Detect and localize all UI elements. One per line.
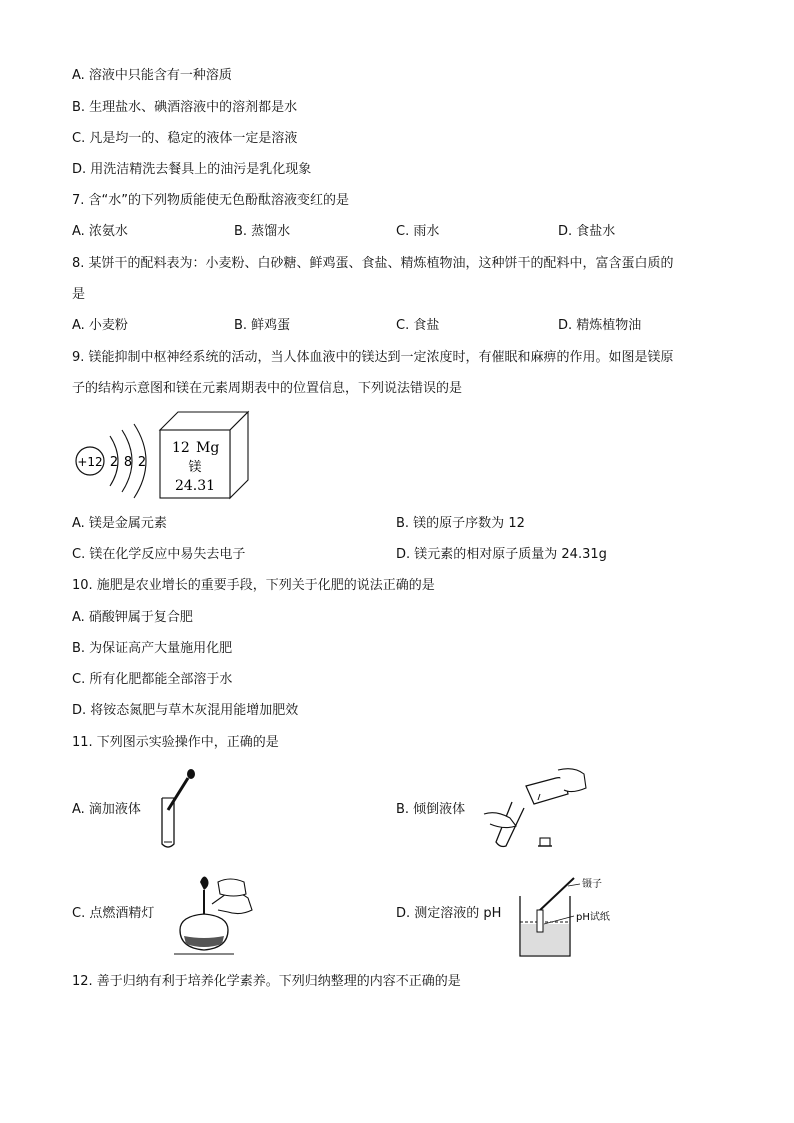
q11-option-b: B. 倾倒液体 bbox=[396, 802, 466, 817]
q7-option-d: D. 食盐水 bbox=[558, 224, 616, 239]
second-lamp bbox=[218, 879, 246, 896]
q8-option-c: C. 食盐 bbox=[396, 318, 440, 333]
tweezers-leader bbox=[568, 884, 580, 886]
q11-stem: 11. 下列图示实验操作中，正确的是 bbox=[72, 735, 279, 750]
q9-option-d: D. 镁元素的相对原子质量为 24.31g bbox=[396, 547, 607, 562]
q6-option-c: C. 凡是均一的、稳定的液体一定是溶液 bbox=[72, 131, 298, 146]
q10-option-d: D. 将铵态氮肥与草木灰混用能增加肥效 bbox=[72, 703, 299, 718]
q7-stem: 7. 含“水”的下列物质能使无色酚酞溶液变红的是 bbox=[72, 193, 350, 208]
q10-stem: 10. 施肥是农业增长的重要手段，下列关于化肥的说法正确的是 bbox=[72, 578, 435, 593]
q10-option-b: B. 为保证高产大量施用化肥 bbox=[72, 641, 233, 656]
q7-option-a: A. 浓氨水 bbox=[72, 224, 128, 239]
q9-stem-line1: 9. 镁能抑制中枢神经系统的活动，当人体血液中的镁达到一定浓度时，有催眠和麻痹的作用。如图是镁原 bbox=[72, 350, 674, 365]
element-symbol: Mg bbox=[196, 440, 220, 456]
ph-paper-label: pH试纸 bbox=[576, 912, 610, 923]
ph-paper bbox=[537, 910, 543, 932]
bottle-stopper bbox=[540, 838, 550, 846]
tweezers-label: 镊子 bbox=[582, 879, 602, 890]
q7-option-b: B. 蒸馏水 bbox=[234, 224, 291, 239]
element-name: 镁 bbox=[188, 460, 202, 475]
dropper-bulb bbox=[187, 769, 195, 779]
q8-option-d: D. 精炼植物油 bbox=[558, 318, 642, 333]
q10-option-c: C. 所有化肥都能全部溶于水 bbox=[72, 672, 233, 687]
dropper-over-test-tube-figure bbox=[152, 766, 202, 854]
tweezers bbox=[538, 878, 574, 912]
q9-stem-line2: 子的结构示意图和镁在元素周期表中的位置信息，下列说法错误的是 bbox=[72, 381, 463, 396]
solution bbox=[521, 924, 569, 955]
q6-option-d: D. 用洗洁精洗去餐具上的油污是乳化现象 bbox=[72, 162, 312, 177]
q6-option-a: A. 溶液中只能含有一种溶质 bbox=[72, 68, 232, 83]
q11-option-c: C. 点燃酒精灯 bbox=[72, 906, 155, 921]
q7-option-c: C. 雨水 bbox=[396, 224, 440, 239]
magnesium-atom-diagram bbox=[70, 418, 162, 504]
dropper-body bbox=[168, 778, 188, 810]
q6-option-b: B. 生理盐水、碘酒溶液中的溶剂都是水 bbox=[72, 100, 298, 115]
q9-option-c: C. 镁在化学反应中易失去电子 bbox=[72, 547, 246, 562]
q8-stem-line1: 8. 某饼干的配料表为：小麦粉、白砂糖、鲜鸡蛋、食盐、精炼植物油，这种饼干的配料中，富含蛋白质的 bbox=[72, 256, 674, 271]
shell-2-electrons: 8 bbox=[123, 455, 133, 470]
q11-option-a: A. 滴加液体 bbox=[72, 802, 141, 817]
lighting-alcohol-lamp-figure bbox=[160, 870, 256, 958]
q8-option-b: B. 鲜鸡蛋 bbox=[234, 318, 291, 333]
shell-1-electrons: 2 bbox=[109, 455, 119, 470]
periodic-table-cell bbox=[158, 410, 250, 500]
q10-option-a: A. 硝酸钾属于复合肥 bbox=[72, 610, 193, 625]
q12-stem: 12. 善于归纳有利于培养化学素养。下列归纳整理的内容不正确的是 bbox=[72, 974, 461, 989]
pouring-liquid-figure bbox=[482, 764, 590, 854]
flame bbox=[200, 876, 209, 890]
atomic-mass: 24.31 bbox=[174, 478, 216, 494]
ph-test-figure bbox=[512, 872, 616, 962]
q8-option-a: A. 小麦粉 bbox=[72, 318, 128, 333]
shell-3-electrons: 2 bbox=[137, 455, 147, 470]
q9-option-a: A. 镁是金属元素 bbox=[72, 516, 167, 531]
q11-option-d: D. 测定溶液的 pH bbox=[396, 906, 502, 921]
nucleus-label: +12 bbox=[77, 455, 103, 469]
atomic-number: 12 bbox=[172, 440, 190, 456]
q8-stem-line2: 是 bbox=[72, 287, 86, 302]
q9-option-b: B. 镁的原子序数为 12 bbox=[396, 516, 525, 531]
